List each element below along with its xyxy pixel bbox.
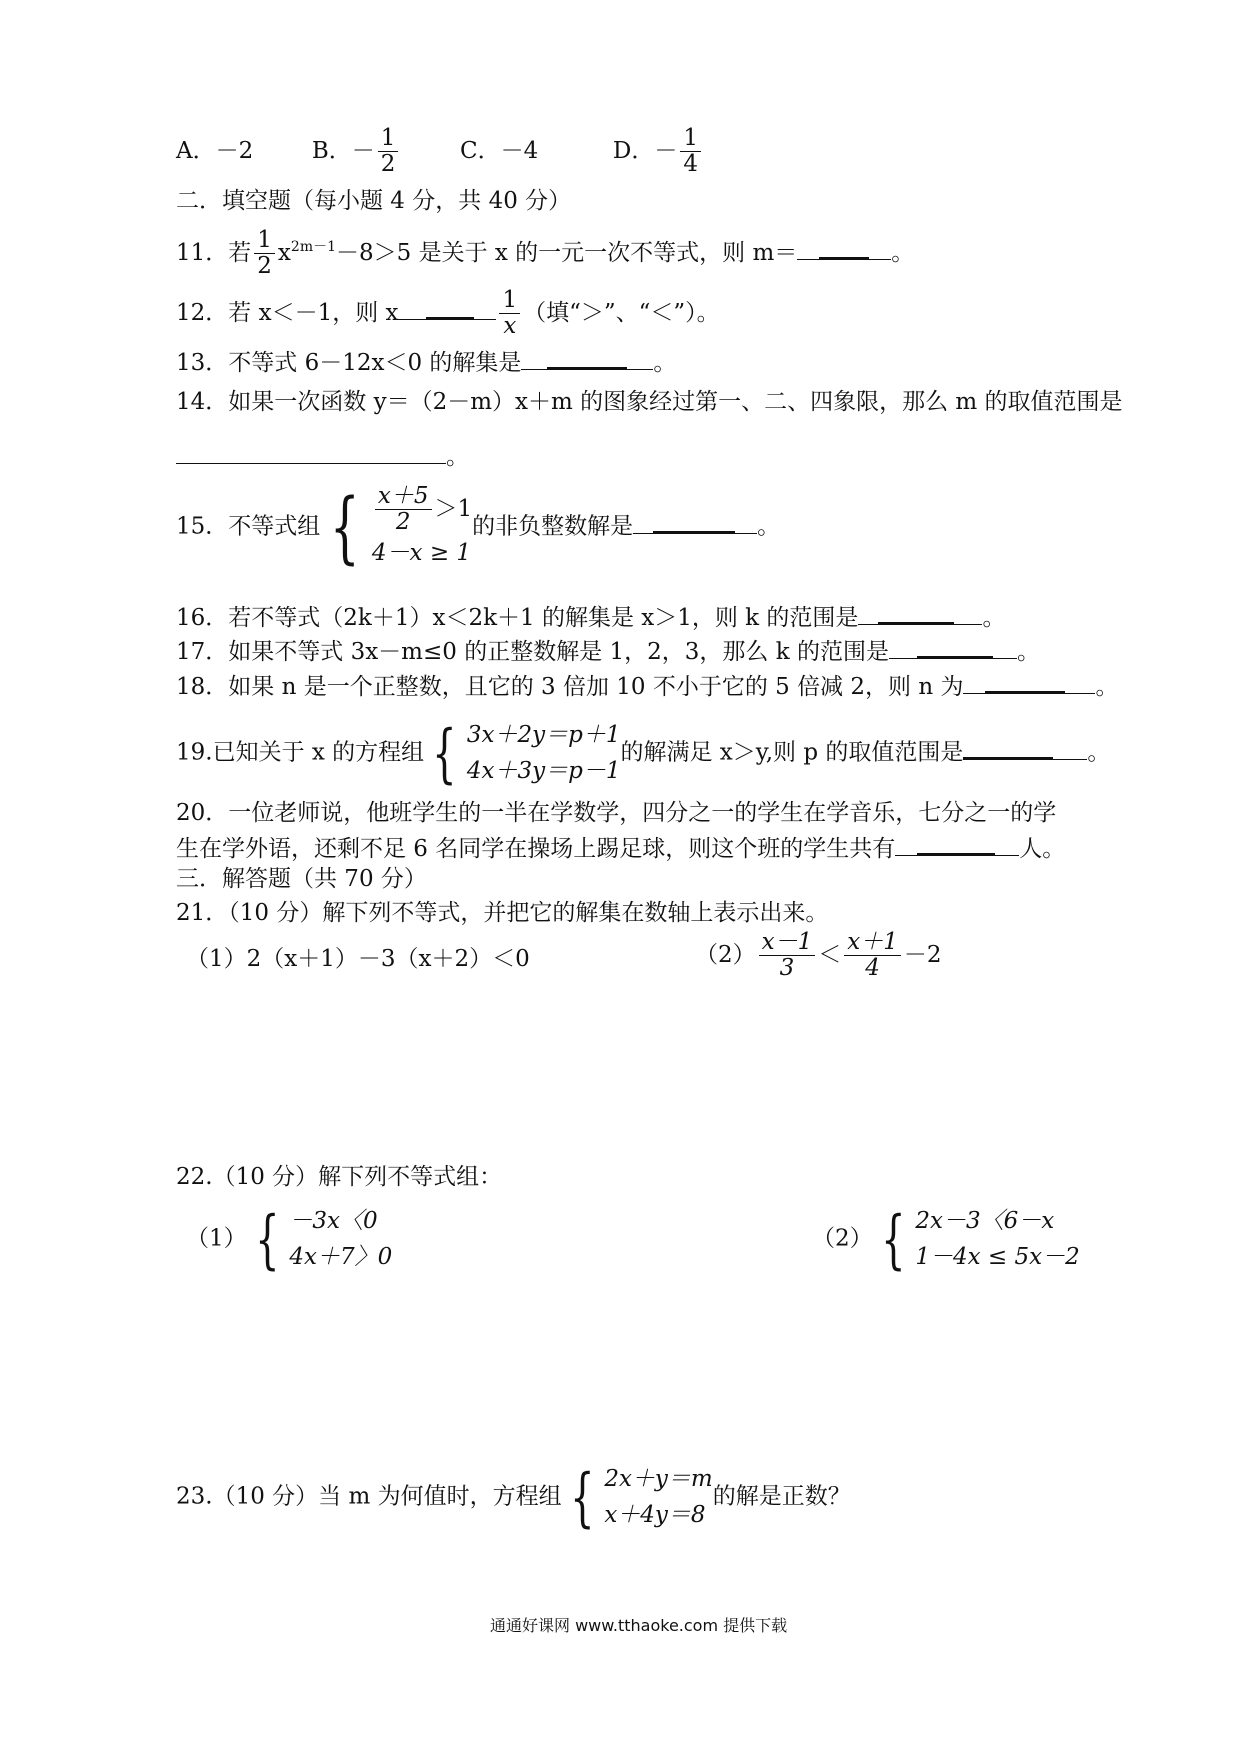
- option-c: C．－4: [460, 137, 539, 164]
- q23-brace: {: [569, 1460, 595, 1535]
- q22-part2-system: 2x－3〈6－x 1－4x ≤ 5x－2: [915, 1208, 1080, 1270]
- option-a: A．－2: [176, 137, 254, 164]
- q11-fraction: $\frac{1}{2}$: [254, 228, 275, 280]
- question-22-part-2: （2） { 2x－3〈6－x 1－4x ≤ 5x－2: [812, 1202, 1080, 1277]
- question-16: 16．若不等式（2k＋1）x＜2k＋1 的解集是 x＞1，则 k 的范围是 。: [176, 605, 1006, 631]
- q21-fraction-left: $\frac{x-1}{3}$: [759, 930, 816, 982]
- q23-system: 2x＋y＝m x＋4y＝8: [604, 1466, 713, 1528]
- option-b-fraction: $\frac{1}{2}$: [378, 126, 399, 178]
- option-b: B．－ $\frac{1}{2}$: [312, 138, 402, 164]
- question-22-part-1: （1） { －3x〈0 4x＋7〉0: [186, 1202, 393, 1277]
- question-15: 15．不等式组 { $\frac{x+5}{2}$ ＞1 4－x ≥ 1 的非负整数解是 。: [176, 482, 781, 573]
- question-12: 12．若 x＜－1，则 x $\frac{1}{x}$ （填“＞”、“＜”）。: [176, 287, 720, 340]
- section-3-heading: 三．解答题（共 70 分）: [176, 866, 427, 892]
- question-21-part-1: （1）2（x＋1）－3（x＋2）＜0: [186, 946, 530, 972]
- q15-system: $\frac{x+5}{2}$ ＞1 4－x ≥ 1: [371, 483, 473, 566]
- question-19: 19.已知关于 x 的方程组 { 3x＋2y＝p＋1 4x＋3y＝p－1 的解满足 x＞y,则 p 的取值范围是 。: [176, 716, 1111, 791]
- question-21-part-2: （2） $\frac{x-1}{3}$ ＜ $\frac{x+1}{4}$ －2: [695, 929, 942, 982]
- q10-options: [176, 126, 704, 178]
- q22-part1-system: －3x〈0 4x＋7〉0: [289, 1208, 393, 1270]
- question-14: 14．如果一次函数 y＝（2－m）x＋m 的图象经过第一、二、四象限，那么 m 的取值范围是: [176, 389, 1123, 415]
- q15-brace: {: [330, 482, 360, 573]
- question-13: 13．不等式 6－12x＜0 的解集是 。: [176, 350, 677, 376]
- q19-system: 3x＋2y＝p＋1 4x＋3y＝p－1: [466, 722, 621, 784]
- q21-fraction-right: $\frac{x+1}{4}$: [844, 930, 901, 982]
- q22-part1-brace: {: [254, 1202, 280, 1277]
- question-20-line-2: 生在学外语，还剩不足 6 名同学在操场上踢足球，则这个班的学生共有 人。: [176, 836, 1066, 862]
- answer-blank-15[interactable]: [633, 514, 757, 540]
- answer-blank-11[interactable]: [797, 240, 891, 266]
- answer-blank-16[interactable]: [858, 605, 982, 631]
- q19-brace: {: [432, 716, 457, 791]
- question-20-line-1: 20．一位老师说，他班学生的一半在学数学，四分之一的学生在学音乐，七分之一的学: [176, 800, 1057, 826]
- q22-part2-brace: {: [880, 1202, 906, 1277]
- option-d: D．－ $\frac{1}{4}$: [613, 138, 704, 164]
- question-21-title: 21．（10 分）解下列不等式，并把它的解集在数轴上表示出来。: [176, 900, 829, 926]
- page-footer: 通通好课网 www.tthaoke.com 提供下载: [490, 1616, 788, 1635]
- answer-blank-12[interactable]: [398, 300, 496, 326]
- answer-blank-17[interactable]: [889, 639, 1017, 665]
- question-23: 23.（10 分）当 m 为何值时，方程组 { 2x＋y＝m x＋4y＝8 的解是正数？: [176, 1460, 851, 1535]
- question-17: 17．如果不等式 3x－m≤0 的正整数解是 1，2，3，那么 k 的范围是 。: [176, 639, 1040, 665]
- question-14-answer-line: 。: [176, 444, 469, 472]
- answer-blank-20[interactable]: [895, 836, 1019, 862]
- answer-blank-18[interactable]: [963, 674, 1095, 700]
- answer-blank-13[interactable]: [521, 350, 653, 376]
- option-d-fraction: $\frac{1}{4}$: [680, 126, 701, 178]
- answer-blank-14[interactable]: [176, 445, 446, 464]
- question-11: 11．若 $\frac{1}{2}$ $x^{2m-1}-8>5$ 是关于 x 的一元一次不等式，则 m＝ 。: [176, 227, 915, 280]
- q12-fraction: $\frac{1}{x}$: [499, 288, 520, 340]
- question-18: 18．如果 n 是一个正整数，且它的 3 倍加 10 不小于它的 5 倍减 2，则 n 为 。: [176, 674, 1119, 700]
- question-22-title: 22.（10 分）解下列不等式组：: [176, 1164, 503, 1190]
- section-2-heading: 二．填空题（每小题 4 分，共 40 分）: [176, 188, 572, 214]
- answer-blank-19[interactable]: [963, 740, 1087, 766]
